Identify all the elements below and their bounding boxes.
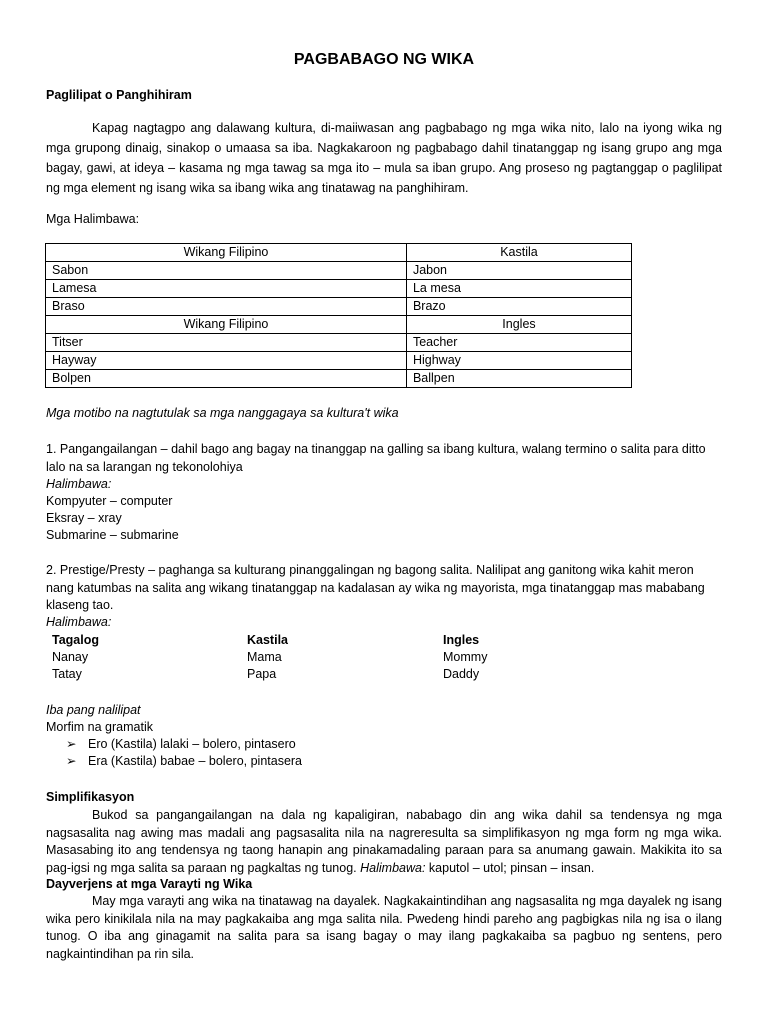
paragraph-dayverjens: May mga varayti ang wika na tinatawag na dayalek. Nagkakaintindihan ang nagsasalita ng mga dayalek ng isang wika pero kinikilala nila na may pagkakaiba ang mga salita nila. Pwedeng hindi pareho ang pagbigkas nila ng isa o ilang tunog. O iba ang ginagamit na salita para sa isang bagay o may ilang pagkakaiba sa pagbuo ng sentens, pero nagkaintindihan pa rin sila. (46, 894, 722, 961)
simplification-example: kaputol – utol; pinsan – insan. (428, 860, 595, 875)
page-title: PAGBABAGO NG WIKA (293, 51, 475, 68)
table-header-cell: Wikang Filipino (46, 316, 407, 334)
word-cell: Papa (247, 667, 277, 681)
table-cell: Braso (46, 298, 407, 316)
simplification-example-label: Halimbawa: (360, 860, 426, 875)
table-row (46, 280, 632, 298)
borrowed-words-table (45, 243, 632, 388)
table-cell: Brazo (406, 298, 631, 316)
table-header-cell: Ingles (406, 316, 631, 334)
column-header: Tagalog (52, 633, 99, 647)
table-row (46, 298, 632, 316)
word-cell: Nanay (52, 650, 89, 664)
column-header: Ingles (443, 633, 480, 647)
table-cell: Ballpen (406, 370, 631, 388)
table-cell: Highway (406, 352, 631, 370)
list-item: Kompyuter – computer (46, 494, 173, 508)
table-cell: Teacher (406, 334, 631, 352)
list-item: Eksray – xray (46, 511, 122, 525)
table-cell: Bolpen (46, 370, 407, 388)
table-header-row (46, 316, 632, 334)
bullet-item (66, 753, 302, 771)
column-header: Kastila (247, 633, 288, 647)
word-cell: Tatay (52, 667, 82, 681)
motive-1-example-label: Halimbawa: (46, 477, 112, 491)
paragraph-simplifikasyon (46, 807, 722, 877)
table-cell: Hayway (46, 352, 407, 370)
table-row (46, 352, 632, 370)
word-cell: Mama (247, 650, 282, 664)
motive-1-text: 1. Pangangailangan – dahil bago ang bagay na tinanggap na galling sa ibang kultura, walang termino o salita para ditto lalo na sa larangan ng tekonolohiya (46, 442, 706, 474)
table-header-cell: Wikang Filipino (46, 244, 407, 262)
table-header-row (46, 244, 632, 262)
motive-2-example-label: Halimbawa: (46, 615, 112, 629)
section-heading-simplifikasyon: Simplifikasyon (46, 790, 135, 804)
word-cell: Mommy (443, 650, 488, 664)
word-cell: Daddy (443, 667, 480, 681)
arrow-bullet-icon: ➢ (66, 737, 77, 751)
bullet-text: Era (Kastila) babae – bolero, pintasera (88, 754, 303, 768)
table-cell: Sabon (46, 262, 407, 280)
table-cell: Lamesa (46, 280, 407, 298)
table-row (46, 334, 632, 352)
list-item: Submarine – submarine (46, 528, 179, 542)
table-row (46, 262, 632, 280)
bullet-item (66, 736, 296, 754)
section-heading-panghihiram: Paglilipat o Panghihiram (46, 88, 192, 102)
motives-heading: Mga motibo na nagtutulak sa mga nanggagaya sa kultura't wika (46, 406, 399, 420)
simplification-text: Bukod sa pangangailangan na dala ng kapaligiran, nababago din ang wika dahil sa tendensya ng mga nagsasalita nag awing mas madali ang pagsasalita nila na nagreresulta sa simplifikasyon ng mga form ng mga wika. Masasabing ito ang tendensya ng taong hanapin ang pinakamadaling paraan para sa anumang gawain. Makikita ito sa pag-igsi ng mga salita sa paraan ng pagkaltas ng tunog. (46, 808, 722, 875)
paragraph-panghihiram: Kapag nagtagpo ang dalawang kultura, di-maiiwasan ang pagbabago ng mga wika nito, lalo na iyong wika ng mga grupong dinaig, sinakop o umaasa sa iba. Nagkakaroon ng pagbabago dahil tinatanggap ng isang grupo ang mga bagay, gawi, at ideya – kasama ng mga tawag sa mga ito – mula sa iban grupo. Ang proseso ng pagtanggap o paglilipat ng mga element ng isang wika sa ibang wika ang tinatawag na panghihiram. (46, 121, 722, 195)
table-cell: Titser (46, 334, 407, 352)
table-cell: La mesa (406, 280, 631, 298)
section-heading-dayverjens: Dayverjens at mga Varayti ng Wika (46, 877, 253, 891)
table-cell: Jabon (406, 262, 631, 280)
arrow-bullet-icon: ➢ (66, 754, 77, 768)
table-row (46, 370, 632, 388)
others-subheading: Morfim na gramatik (46, 720, 153, 734)
others-heading: Iba pang nalilipat (46, 703, 141, 717)
motive-2-text: 2. Prestige/Presty – paghanga sa kulturang pinanggalingan ng bagong salita. Nalilipat ang ganitong wika kahit meron nang katumbas na salita ang wikang tinatanggap na kadalasan ay wika ng mayorista, mga tinatanggap mas mababang klaseng tao. (46, 563, 705, 612)
bullet-text: Ero (Kastila) lalaki – bolero, pintasero (88, 737, 296, 751)
table-header-cell: Kastila (406, 244, 631, 262)
examples-label: Mga Halimbawa: (46, 212, 140, 226)
